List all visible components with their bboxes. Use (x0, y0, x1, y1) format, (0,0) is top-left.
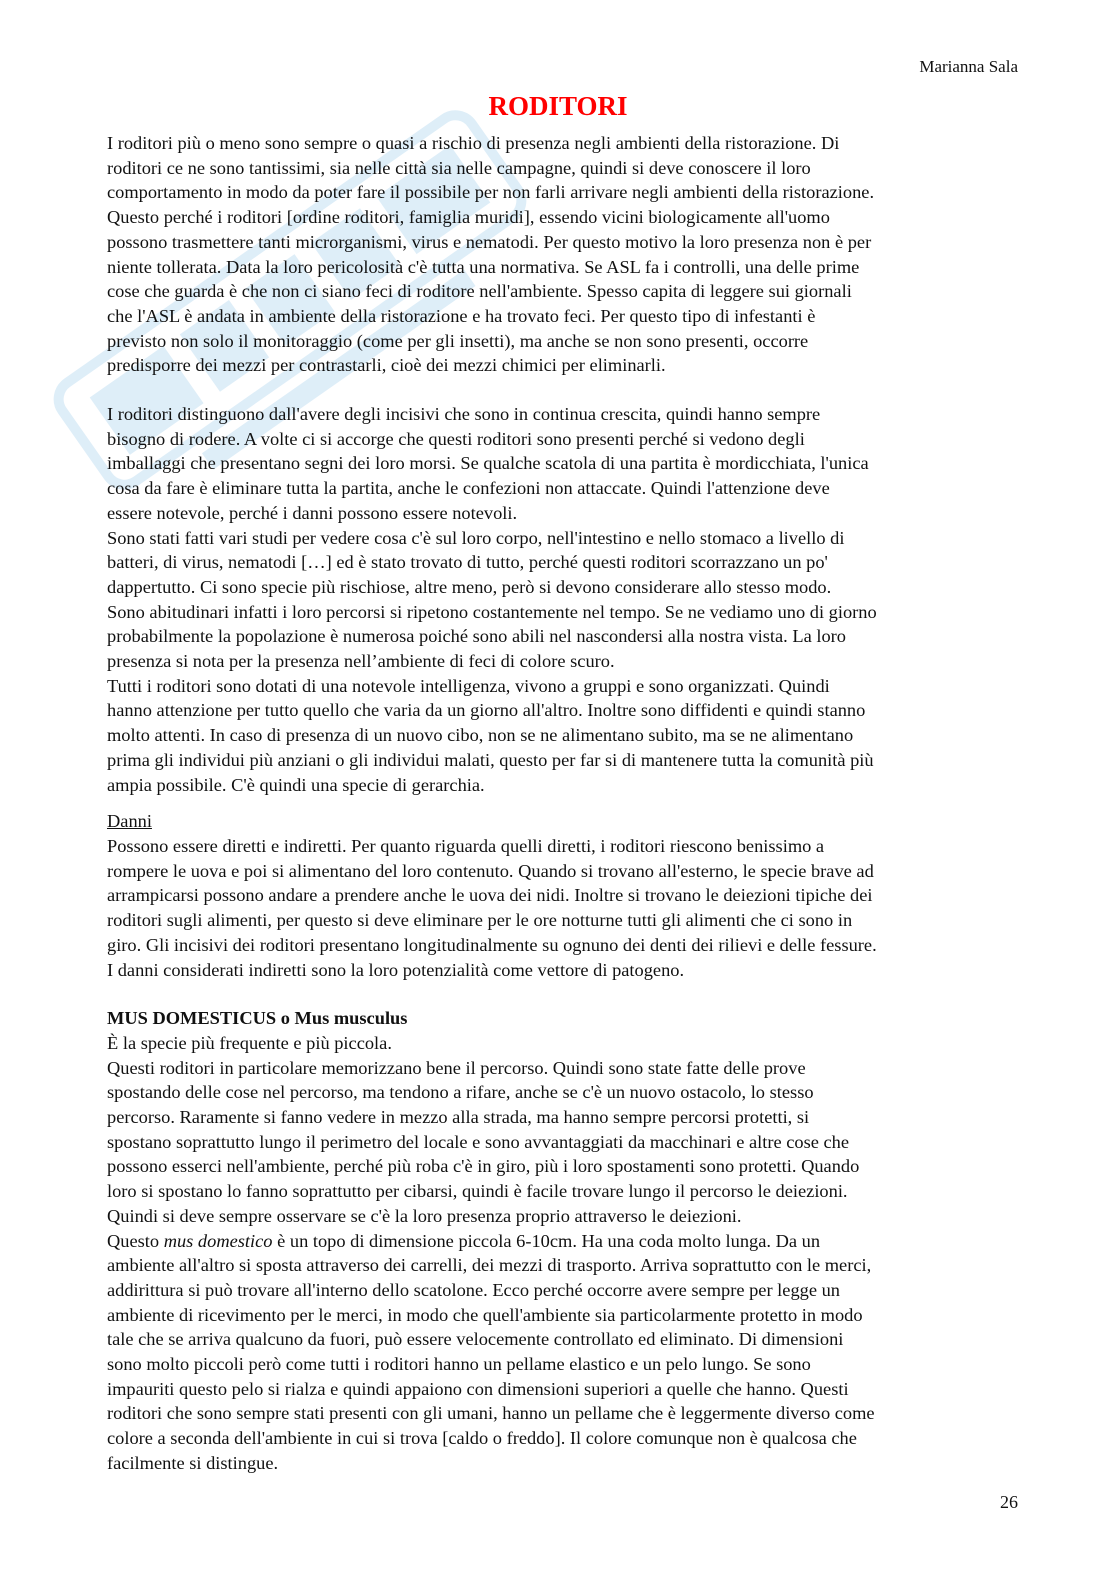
paragraph-mus-description (107, 1229, 1012, 1476)
mus-text-start: Questo (107, 1230, 164, 1251)
section-heading-mus: MUS DOMESTICUS o Mus musculus (107, 1008, 408, 1029)
author-name: Marianna Sala (919, 57, 1018, 76)
page-number: 26 (1000, 1492, 1018, 1512)
section-heading-danni: Danni (107, 811, 152, 832)
paragraph-incisors: I roditori distinguono dall'avere degli incisivi che sono in continua crescita, quindi hanno sempre bisogno di rodere. A volte ci si accorge che questi roditori sono presenti perché si vedono degli imballaggi che presentano segni dei loro morsi. Se qualche scatola di una partita è mordicchiata, l'unica cosa da fare è eliminare tutta la partita, anche le confezioni non attaccate. Quindi l'attenzione deve essere notevole, perché i danni possono essere notevoli. Sono stati fatti vari studi per vedere cosa c'è sul loro corpo, nell'intestino e nello stomaco a livello di batteri, di virus, nematodi […] ed è stato trovato di tutto, perché questi roditori scorrazzano un po' dappertutto. Ci sono specie più rischiose, altre meno, però si devono considerare allo stesso modo. Sono abitudinari infatti i loro percorsi si ripetono costantemente nel tempo. Se ne vediamo uno di giorno probabilmente la popolazione è numerosa poiché sono abili nel nascondersi alla nostra vista. La loro presenza si nota per la presenza nell’ambiente di feci di colore scuro. Tutti i roditori sono dotati di una notevole intelligenza, vivono a gruppi e sono organizzati. Quindi hanno attenzione per tutto quello che varia da un giorno all'altro. Inoltre sono diffidenti e quindi stanno molto attenti. In caso di presenza di un nuovo cibo, non se ne alimentano subito, ma se ne alimentano prima gli individui più anziani o gli individui malati, questo per far si di mantenere tutta la comunità più ampia possibile. C'è quindi una specie di gerarchia. (107, 404, 877, 795)
mus-italic-name: mus domestico (163, 1230, 273, 1251)
paragraph-danni: Possono essere diretti e indiretti. Per quanto riguarda quelli diretti, i roditori riescono benissimo a rompere le uova e poi si alimentano del loro contenuto. Quando si trovano all'esterno, le specie brave ad arrampicarsi possono andare a prendere anche le uova dei nidi. Inoltre si trovano le deiezioni tipiche dei roditori sugli alimenti, per questo si deve eliminare per le ore notturne tutti gli alimenti che ci sono in giro. Gli incisivi dei roditori presentano longitudinalmente su ognuno dei denti dei rilievi e delle fessure. I danni considerati indiretti sono la loro potenzialità come vettore di patogeno. (107, 835, 877, 980)
page-title: RODITORI (488, 91, 628, 121)
document-body (107, 131, 1012, 1476)
paragraph-intro: I roditori più o meno sono sempre o quasi a rischio di presenza negli ambienti della ristorazione. Di roditori ce ne sono tantissimi, sia nelle città sia nelle campagne, quindi si deve conoscere il loro comportamento in modo da poter fare il possibile per non farli arrivare negli ambienti della ristorazione. Questo perché i roditori [ordine roditori, famiglia muridi], essendo vicini biologicamente all'uomo possono trasmettere tanti microrganismi, virus e nematodi. Per questo motivo la loro presenza non è per niente tollerata. Data la loro pericolosità c'è tutta una normativa. Se ASL fa i controlli, una delle prime cose che guarda è che non ci siano feci di roditore nell'ambiente. Spesso capita di leggere sui giornali che l'ASL è andata in ambiente della ristorazione e ha trovato feci. Per questo tipo di infestanti è previsto non solo il monitoraggio (come per gli insetti), ma anche se non sono presenti, occorre predisporre dei mezzi per contrastarli, cioè dei mezzi chimici per eliminarli. (107, 133, 875, 376)
paragraph-mus-intro: È la specie più frequente e più piccola. Questi roditori in particolare memorizzano bene il percorso. Quindi sono state fatte delle prove spostando delle cose nel percorso, ma tendono a rifare, anche se c'è un nuovo ostacolo, lo stesso percorso. Raramente si fanno vedere in mezzo alla strada, ma hanno sempre percorsi protetti, si spostano soprattutto lungo il perimetro del locale e sono avvantaggiati da macchinari e altre cose che possono esserci nell'ambiente, perché più roba c'è in giro, più i loro spostamenti sono protetti. Quando loro si spostano lo fanno soprattutto per cibarsi, quindi è facile trovare lungo il percorso le deiezioni. Quindi si deve sempre osservare se c'è la loro presenza proprio attraverso le deiezioni. (107, 1032, 860, 1226)
mus-text-rest: è un topo di dimensione piccola 6-10cm. Ha una coda molto lunga. Da un ambiente all'altro si sposta attraverso dei carrelli, dei mezzi di trasporto. Arriva soprattutto con le merci, addirittura si può trovare all'interno dello scatolone. Ecco perché occorre avere sempre per legge un ambiente di ricevimento per le merci, in modo che quell'ambiente sia particolarmente protetto in modo tale che se arriva qualcuno da fuori, può essere velocemente controllato ed eliminato. Di dimensioni sono molto piccoli però come tutti i roditori hanno un pellame elastico e un pelo lungo. Se sono impauriti questo pelo si rialza e quindi appaiono con dimensioni superiori a quelle che hanno. Questi roditori che sono sempre stati presenti con gli umani, hanno un pellame che è leggermente diverso come colore a seconda dell'ambiente in cui si trova [caldo o freddo]. Il colore comunque non è qualcosa che facilmente si distingue. (107, 1230, 875, 1473)
